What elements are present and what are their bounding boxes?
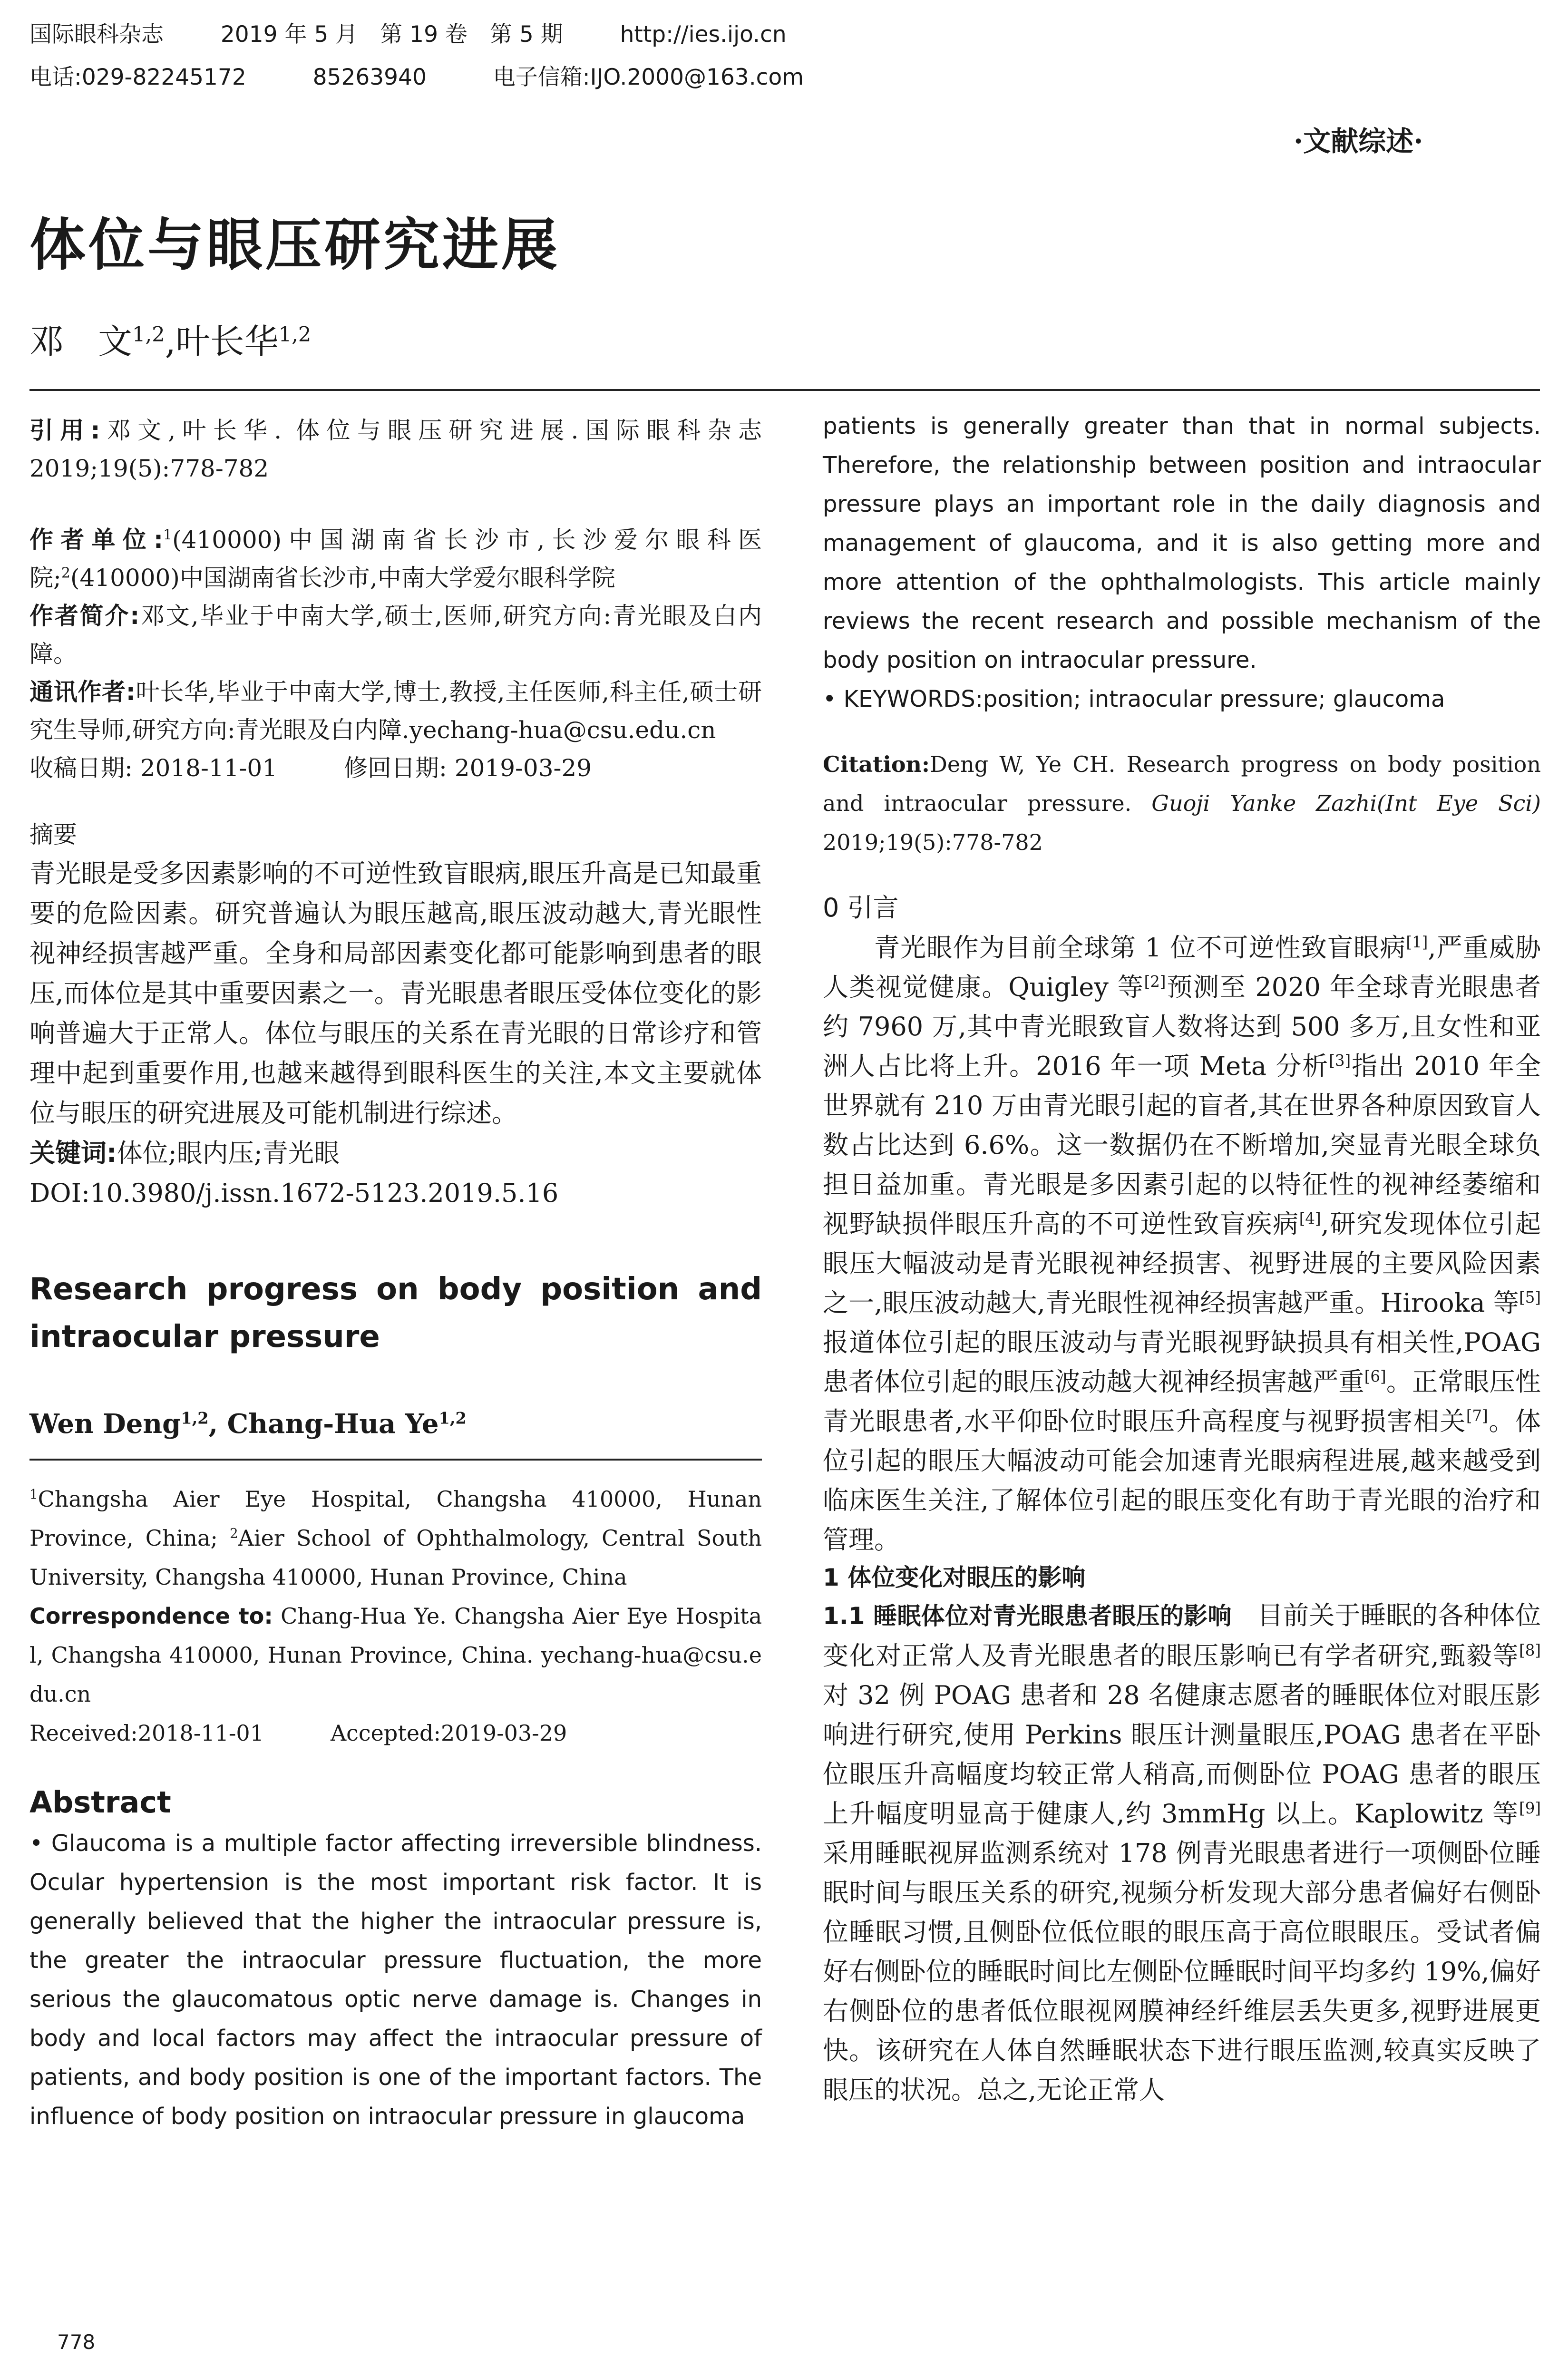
affiliation-text-1: (410000)中国湖南省长沙市,长沙爱尔眼科医院; [29,526,762,592]
ref-1: [1] [1406,933,1428,951]
intro-heading: 0 引言 [823,893,899,923]
affiliation-sup-1: 1 [163,526,173,544]
author-separator: , [165,321,176,361]
intro-text-7: 。正常眼压性青光眼患者,水平仰卧位时眼压升高程度与视野损害相关 [823,1367,1541,1436]
author-en-sup-1: 1,2 [181,1408,209,1428]
corresponding-author-block [29,673,762,749]
intro-text-2: ,严重威胁人类视觉健康。Quigley 等 [823,933,1541,1002]
intro-text-6: 报道体位引起的眼压波动与青光眼视野缺损具有相关性,POAG 患者体位引起的眼压波动越大视神经损害越严重 [823,1327,1541,1397]
intro-paragraph [823,928,1541,1559]
author-name-2: 叶长华 [175,321,279,361]
citation-en-text: Deng W, Ye CH. Research progress on body position and intraocular pressure. [823,751,1541,816]
author-en-name-1: Wen Deng [29,1408,181,1440]
ref-2: [2] [1144,973,1166,991]
tel-number-1: 029-82245172 [81,64,246,90]
authors-en [29,1408,762,1440]
left-column [29,411,762,2136]
citation-en-label: Citation: [823,751,930,777]
email-address[interactable]: IJO.2000@163.com [590,64,804,90]
author-en-separator: , [208,1408,227,1440]
affiliation-label: 作者单位: [29,526,164,554]
header-divider [29,389,1540,391]
received-date: 收稿日期: 2018-11-01 [29,754,278,782]
keywords-cn-label: 关键词: [29,1138,117,1168]
citation-text: 邓文,叶长华. 体位与眼压研究进展.国际眼科杂志 2019;19(5):778-782 [29,417,762,482]
page-number: 778 [57,2330,96,2354]
keywords-cn-block [29,1133,762,1173]
intro-text-1: 青光眼作为目前全球第 1 位不可逆性致盲眼病 [874,933,1406,963]
tel-label: 电话: [29,64,82,90]
ref-3: [3] [1329,1052,1351,1070]
affiliation-sup-2: 2 [61,565,70,582]
article-title-en: Research progress on body position and intraocular pressure [29,1272,762,1354]
affiliation-en-sup-2: 2 [230,1525,238,1541]
affiliation-en-text-2: Aier School of Ophthalmology, Central South University, Changsha 410000, Hunan Province, China [29,1525,762,1590]
journal-name: 国际眼科杂志 [29,21,164,48]
dates-block [29,749,762,787]
issue-info: 2019 年 5 月 第 19 卷 第 5 期 [220,21,563,48]
abstract-en-continued: patients is generally greater than that in normal subjects. Therefore, the relationship between position and intraocular pressure plays an important role in the daily diagnosis and management of glaucoma, and it is also getting more and more attention of the ophthalmologists. This article mainly reviews the recent research and possible mechanism of the body position on intraocular pressure. [823,413,1541,673]
author-affil-sup-2: 1,2 [278,323,312,347]
revised-date: 修回日期: 2019-03-29 [344,754,592,782]
doi[interactable]: DOI:10.3980/j.issn.1672-5123.2019.5.16 [29,1178,559,1208]
section-1-1-text-3: 采用睡眠视屏监测系统对 178 例青光眼患者进行一项侧卧位睡眠时间与眼压关系的研究,视频分析发现大部分患者偏好右侧卧位睡眠习惯,且侧卧位低位眼的眼压高于高位眼眼压。受试者偏好右侧卧位的睡眠时间比左侧卧位睡眠时间平均多约 19%,偏好右侧卧位的患者低位眼视网膜神经纤维层丢失更多,视野进展更快。该研究在人体自然睡眠状态下进行眼压监测,较真实反映了眼压的状况。总之,无论正常人 [823,1838,1541,2105]
keywords-cn-text: 体位;眼内压;青光眼 [117,1138,340,1168]
affiliation-en-text-1: Changsha Aier Eye Hospital, Changsha 410000, Hunan Province, China; [29,1486,762,1551]
section-1-heading: 1 体位变化对眼压的影响 [823,1564,1086,1591]
author-en-divider [29,1459,762,1461]
abstract-en-text: • Glaucoma is a multiple factor affecting irreversible blindness. Ocular hypertension is the most important risk factor. It is generally believed that the higher the intraocular pressure is, the greater the intraocular pressure fluctuation, the more serious the glaucomatous optic nerve damage is. Changes in body and local factors may affect the intraocular pressure of patients, and body position is one of the important factors. The influence of body position on intraocular pressure in glaucoma [29,1830,762,2130]
intro-text-4: 指出 2010 年全世界就有 210 万由青光眼引起的盲者,其在世界各种原因致盲人数占比达到 6.6%。这一数据仍在不断增加,突显青光眼全球负担日益加重。青光眼是多因素引起的以特征性的视神经萎缩和视野缺损伴眼压升高的不可逆性致盲疾病 [823,1051,1541,1239]
abstract-cn-text: 青光眼是受多因素影响的不可逆性致盲眼病,眼压升高是已知最重要的危险因素。研究普遍认为眼压越高,眼压波动越大,青光眼性视神经损害越严重。全身和局部因素变化都可能影响到患者的眼压,而体位是其中重要因素之一。青光眼患者眼压受体位变化的影响普遍大于正常人。体位与眼压的关系在青光眼的日常诊疗和管理中起到重要作用,也越来越得到眼科医生的关注,本文主要就体位与眼压的研究进展及可能机制进行综述。 [29,858,762,1128]
dates-en-block [29,1714,762,1753]
ref-9: [9] [1519,1799,1541,1817]
author-name-1: 邓 文 [29,321,133,361]
citation-block [29,411,762,487]
journal-url[interactable]: http://ies.ijo.cn [620,21,787,48]
email-label: 电子信箱: [493,64,590,90]
article-title: 体位与眼压研究进展 [29,212,561,278]
section-1-1-text-2: 对 32 例 POAG 患者和 28 名健康志愿者的睡眠体位对眼压影响进行研究,使用 Perkins 眼压计测量眼压,POAG 患者在平卧位眼压升高幅度均较正常人稍高,而侧卧位 POAG 患者的眼压上升幅度明显高于健康人,约 3mmHg 以上。Kaplowitz 等 [823,1680,1541,1829]
citation-en-journal: Guoji Yanke Zazhi(Int Eye Sci) [1151,790,1541,816]
section-1-1-heading: 1.1 睡眠体位对青光眼患者眼压的影响 [823,1602,1232,1630]
author-en-sup-2: 1,2 [438,1408,467,1428]
ref-8: [8] [1519,1641,1541,1659]
correspondence-en-text: Chang-Hua Ye. Changsha Aier Eye Hospital, Changsha 410000, Hunan Province, China. yechang-hua@csu.edu.cn [29,1603,762,1707]
keywords-en: • KEYWORDS:position; intraocular pressure; glaucoma [823,686,1445,712]
corresponding-author-label: 通讯作者: [29,678,136,706]
citation-label: 引用: [29,417,100,444]
ref-7: [7] [1466,1407,1488,1425]
correspondence-en-label: Correspondence to: [29,1603,273,1629]
ref-6: [6] [1364,1367,1386,1385]
ref-4: [4] [1299,1209,1321,1227]
ref-5: [5] [1519,1288,1541,1306]
corresponding-author-text: 叶长华,毕业于中南大学,博士,教授,主任医师,科主任,硕士研究生导师,研究方向:青光眼及白内障.yechang-hua@csu.edu.cn [29,678,762,744]
affiliation-text-2: (410000)中国湖南省长沙市,中南大学爱尔眼科学院 [70,564,615,592]
intro-text-8: 。体位引起的眼压大幅波动可能会加速青光眼病程进展,越来越受到临床医生关注,了解体位引起的眼压变化有助于青光眼的治疗和管理。 [823,1406,1541,1555]
tel-number-2: 85263940 [312,64,427,90]
author-bio-text: 邓文,毕业于中南大学,硕士,医师,研究方向:青光眼及白内障。 [29,602,762,668]
accepted-en-date: Accepted:2019-03-29 [330,1720,567,1746]
author-bio-label: 作者简介: [29,602,140,630]
running-header-line1 [29,19,787,50]
intro-text-5: ,研究发现体位引起眼压大幅波动是青光眼视神经损害、视野进展的主要风险因素之一,眼压波动越大,青光眼性视神经损害越严重。Hirooka 等 [823,1209,1541,1318]
abstract-cn-heading: 摘要 [29,821,77,848]
citation-en-block [823,745,1541,862]
right-column [823,407,1541,2110]
citation-en-tail: 2019;19(5):778-782 [823,829,1043,855]
received-en-date: Received:2018-11-01 [29,1720,264,1746]
running-header-line2 [29,62,804,93]
authors-cn [29,314,311,363]
author-en-name-2: Chang-Hua Ye [227,1408,439,1440]
affiliation-en-sup-1: 1 [29,1486,38,1502]
author-affil-sup-1: 1,2 [132,323,165,347]
author-bio-block [29,597,762,673]
section-1-1-text-1: 目前关于睡眠的各种体位变化对正常人及青光眼患者的眼压影响已有学者研究,甄毅等 [823,1600,1541,1671]
intro-text-3: 预测至 2020 年全球青光眼患者约 7960 万,其中青光眼致盲人数将达到 500 多万,且女性和亚洲人占比将上升。2016 年一项 Meta 分析 [823,972,1541,1081]
section-1-1-paragraph [823,1596,1541,2110]
correspondence-en-block [29,1597,762,1714]
affiliation-block [29,521,762,597]
section-tag: ·文献综述· [1294,125,1423,157]
affiliation-en-block [29,1480,762,1597]
abstract-en-heading: Abstract [29,1785,171,1820]
